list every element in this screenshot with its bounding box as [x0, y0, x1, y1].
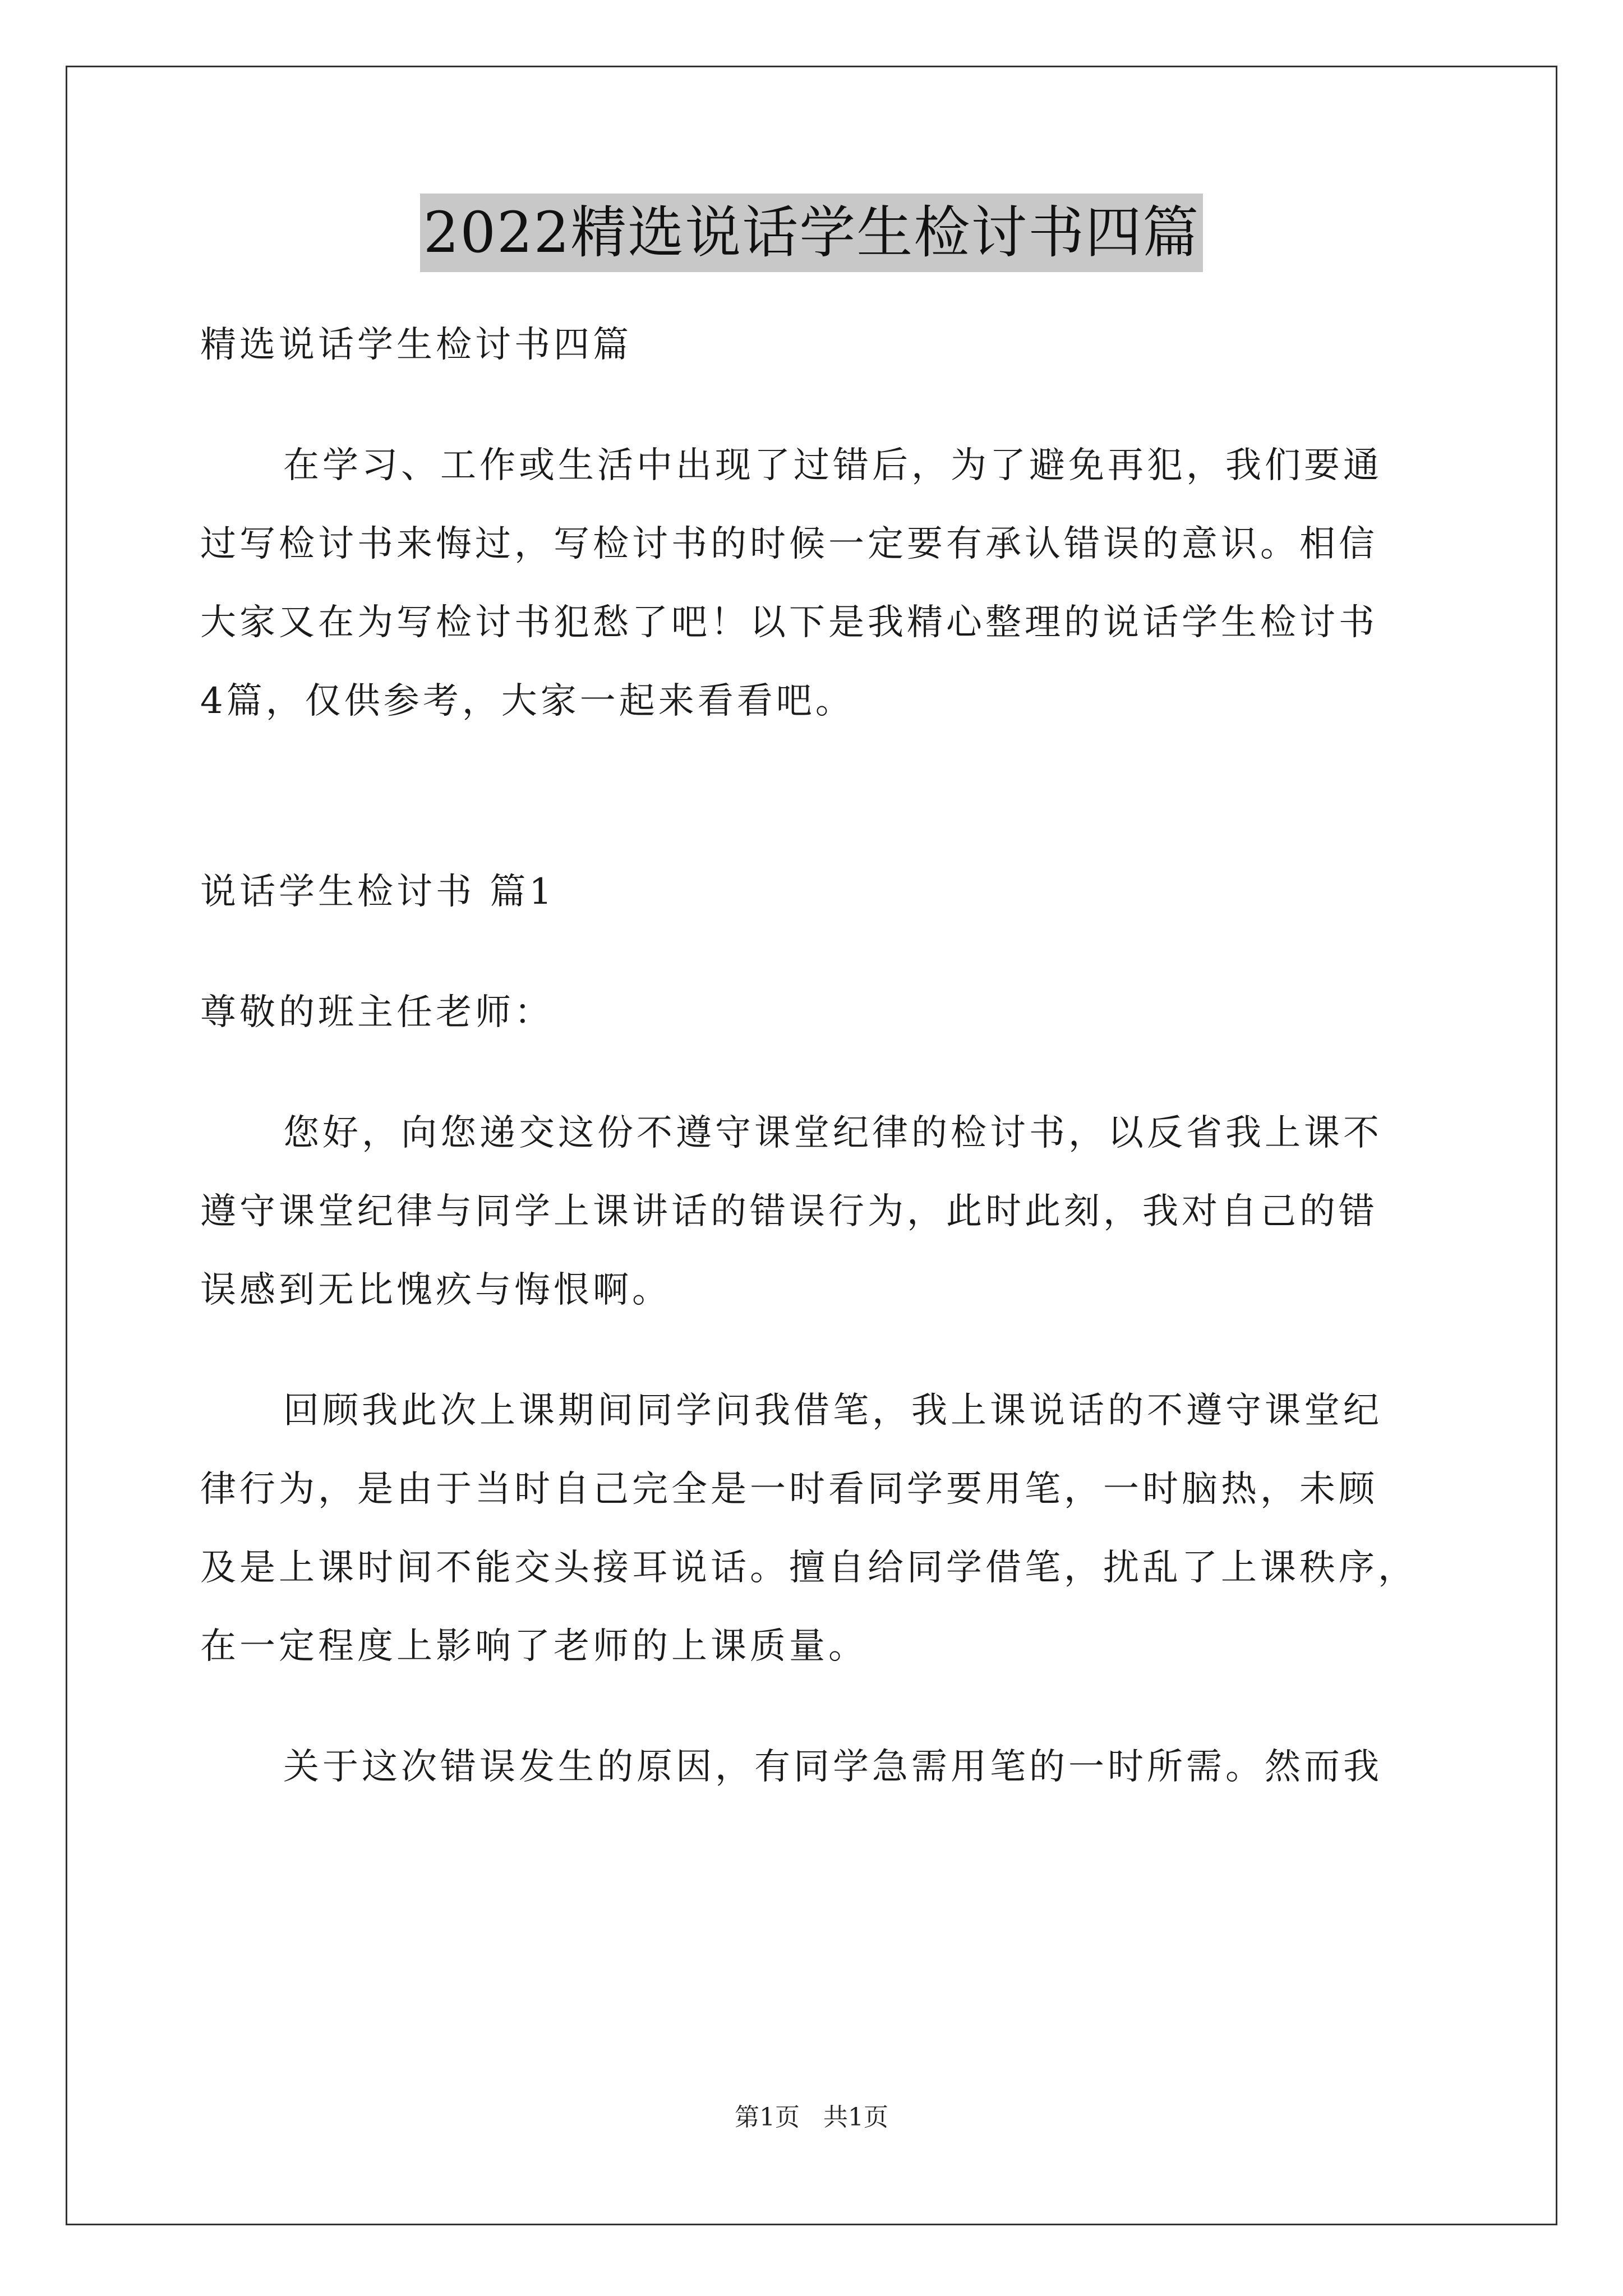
intro-line-4: 4篇，仅供参考，大家一起来看看吧。	[200, 680, 855, 722]
page-number-total: 共1页	[823, 2103, 888, 2132]
page-footer	[0, 2101, 1623, 2134]
para2-line-4: 在一定程度上影响了老师的上课质量。	[200, 1626, 868, 1667]
document-title: 2022精选说话学生检讨书四篇	[420, 194, 1204, 272]
intro-line-1: 在学习、工作或生活中出现了过错后，为了避免再犯，我们要通	[283, 445, 1382, 486]
intro-line-3: 大家又在为写检讨书犯愁了吧！以下是我精心整理的说话学生检讨书	[200, 602, 1378, 643]
para2-line-1: 回顾我此次上课期间同学问我借笔，我上课说话的不遵守课堂纪	[283, 1390, 1382, 1432]
document-body	[200, 306, 1434, 1806]
para3-line-1: 关于这次错误发生的原因，有同学急需用笔的一时所需。然而我	[283, 1746, 1382, 1788]
section-heading: 说话学生检讨书 篇1	[200, 871, 556, 913]
title-container	[0, 194, 1623, 272]
para1-line-3: 误感到无比愧疚与悔恨啊。	[200, 1269, 671, 1311]
page-number-current: 第1页	[735, 2103, 800, 2132]
para2-line-2: 律行为，是由于当时自己完全是一时看同学要用笔，一时脑热，未顾	[200, 1469, 1378, 1510]
intro-line-2: 过写检讨书来悔过，写检讨书的时候一定要有承认错误的意识。相信	[200, 523, 1378, 565]
para1-line-2: 遵守课堂纪律与同学上课讲话的错误行为，此时此刻，我对自己的错	[200, 1191, 1378, 1232]
para1-line-1: 您好，向您递交这份不遵守课堂纪律的检讨书，以反省我上课不	[283, 1112, 1382, 1154]
para2-line-3: 及是上课时间不能交头接耳说话。擅自给同学借笔，扰乱了上课秩序，	[200, 1547, 1417, 1589]
salutation: 尊敬的班主任老师：	[200, 992, 554, 1033]
document-subtitle: 精选说话学生检讨书四篇	[200, 324, 632, 366]
